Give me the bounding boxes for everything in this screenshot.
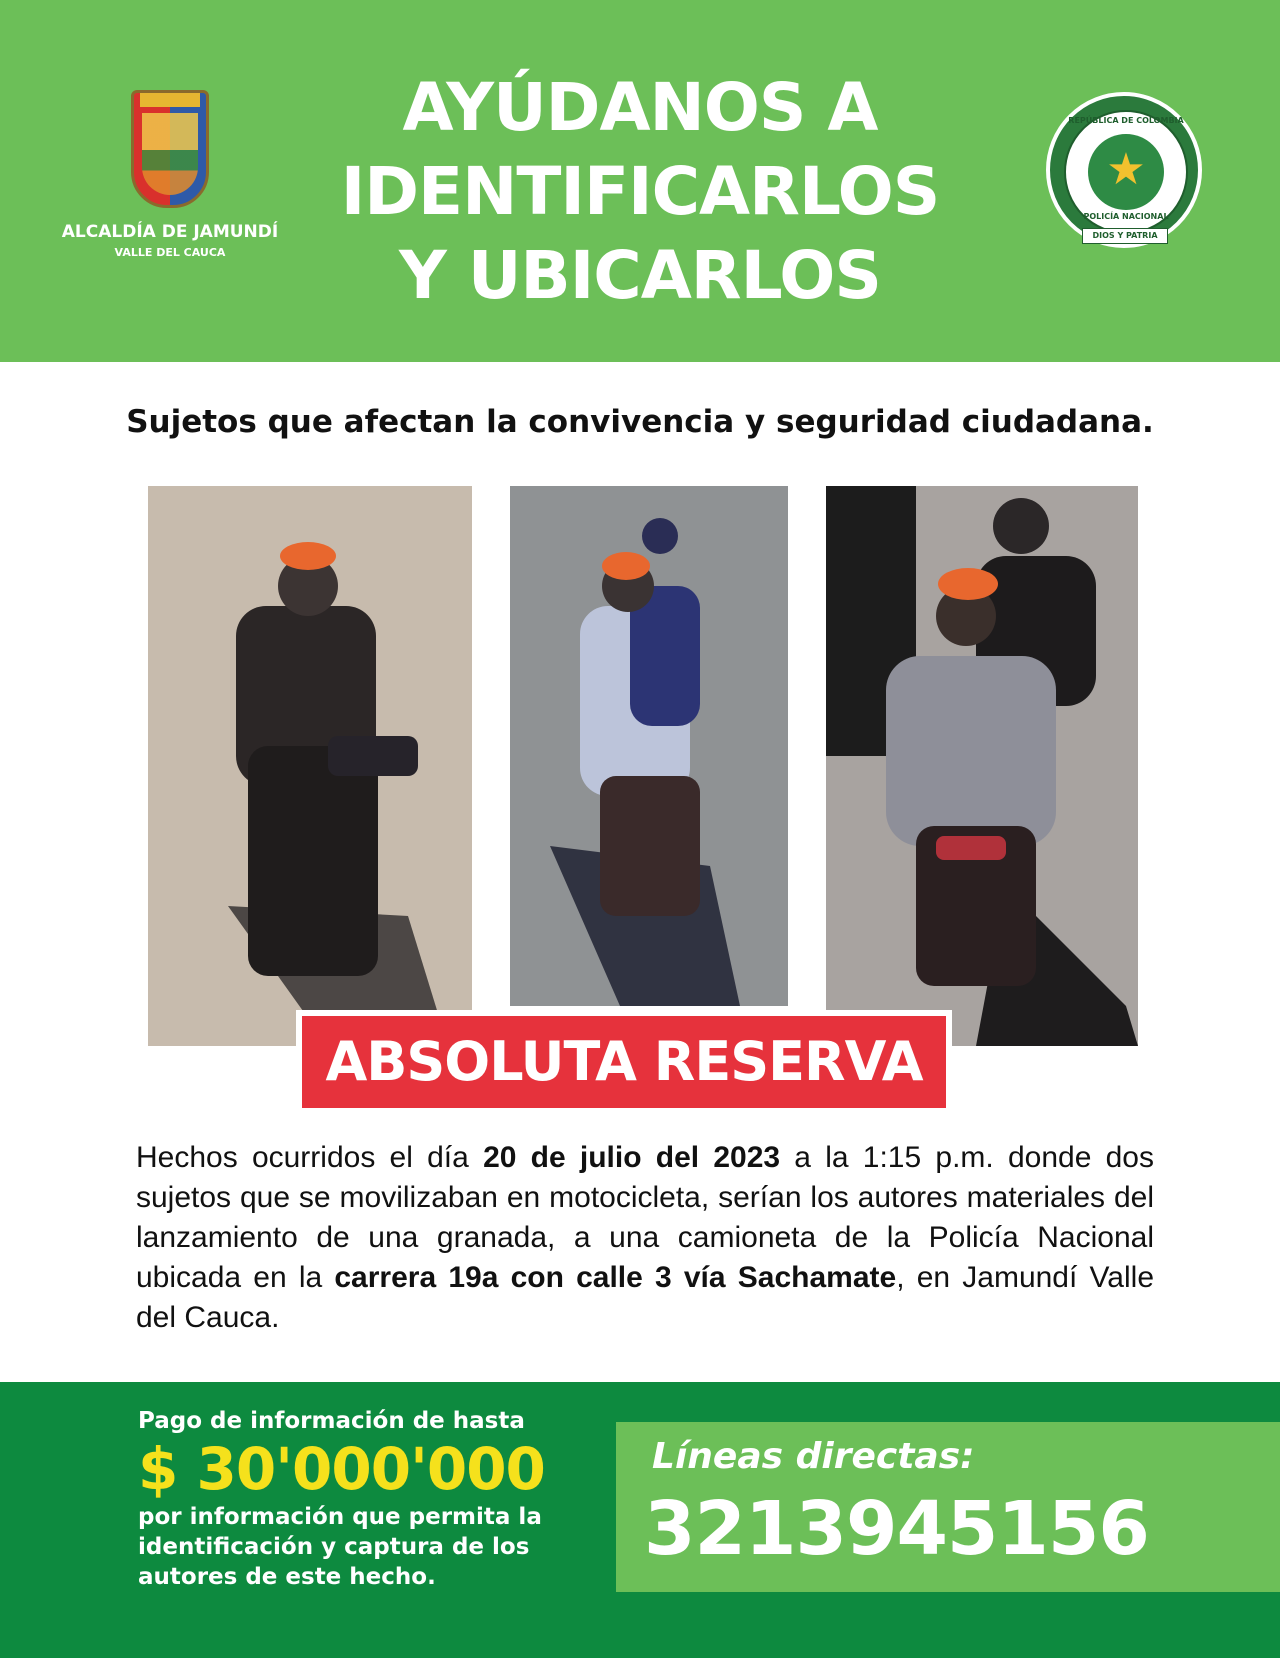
seal-motto: DIOS Y PATRIA: [1082, 228, 1168, 244]
reward-description: por información que permita la identificación y captura de los autores de este hecho.: [138, 1504, 542, 1590]
title-line: AYÚDANOS A: [402, 69, 878, 146]
description-text: Hechos ocurridos el día: [136, 1141, 484, 1174]
incident-location: carrera 19a con calle 3 vía Sachamate: [334, 1261, 897, 1294]
seal-text-mid: POLICÍA NACIONAL: [1083, 212, 1169, 221]
reward-block: [138, 1406, 578, 1592]
star-icon: ★: [1106, 144, 1146, 195]
page-title: [300, 66, 980, 318]
suspect-photo-3: [826, 486, 1138, 1046]
banner-text: ABSOLUTA RESERVA: [302, 1016, 946, 1108]
reward-amount: $ 30'000'000: [138, 1435, 545, 1503]
title-line: IDENTIFICARLOS: [340, 153, 940, 230]
contact-phone-number[interactable]: 3213945156: [644, 1486, 1149, 1572]
seal-text-top: REPÚBLICA DE COLOMBIA: [1068, 116, 1184, 125]
reward-label: Pago de información de hasta: [138, 1408, 525, 1434]
incident-description: [136, 1138, 1154, 1338]
alcaldia-region: VALLE DEL CAUCA: [114, 246, 226, 259]
absolute-confidentiality-banner: [296, 1010, 952, 1114]
contact-label: Líneas directas:: [652, 1436, 975, 1477]
suspect-photo-2: [510, 486, 788, 1006]
jamundi-coat-of-arms-icon: [131, 90, 209, 208]
title-line: Y UBICARLOS: [399, 237, 881, 314]
header: [0, 0, 1280, 362]
description-text: , en Jamundí Valle del Cauca.: [136, 1261, 1154, 1334]
alcaldia-name: ALCALDÍA DE JAMUNDÍ: [61, 222, 279, 242]
alcaldia-logo: [50, 90, 290, 259]
suspect-photo-1: [148, 486, 472, 1046]
contact-box: [616, 1422, 1280, 1592]
footer: [0, 1382, 1280, 1658]
policia-nacional-seal-icon: [1046, 92, 1202, 248]
subtitle: Sujetos que afectan la convivencia y seguridad ciudadana.: [126, 404, 1154, 440]
description-text: a la 1:15 p.m. donde dos sujetos que se movilizaban en motocicleta, serían los autores materiales del lanzamiento de una granada, a una camioneta de la Policía Nacional ubicada en la: [136, 1141, 1154, 1294]
incident-date: 20 de julio del 2023: [483, 1141, 781, 1174]
